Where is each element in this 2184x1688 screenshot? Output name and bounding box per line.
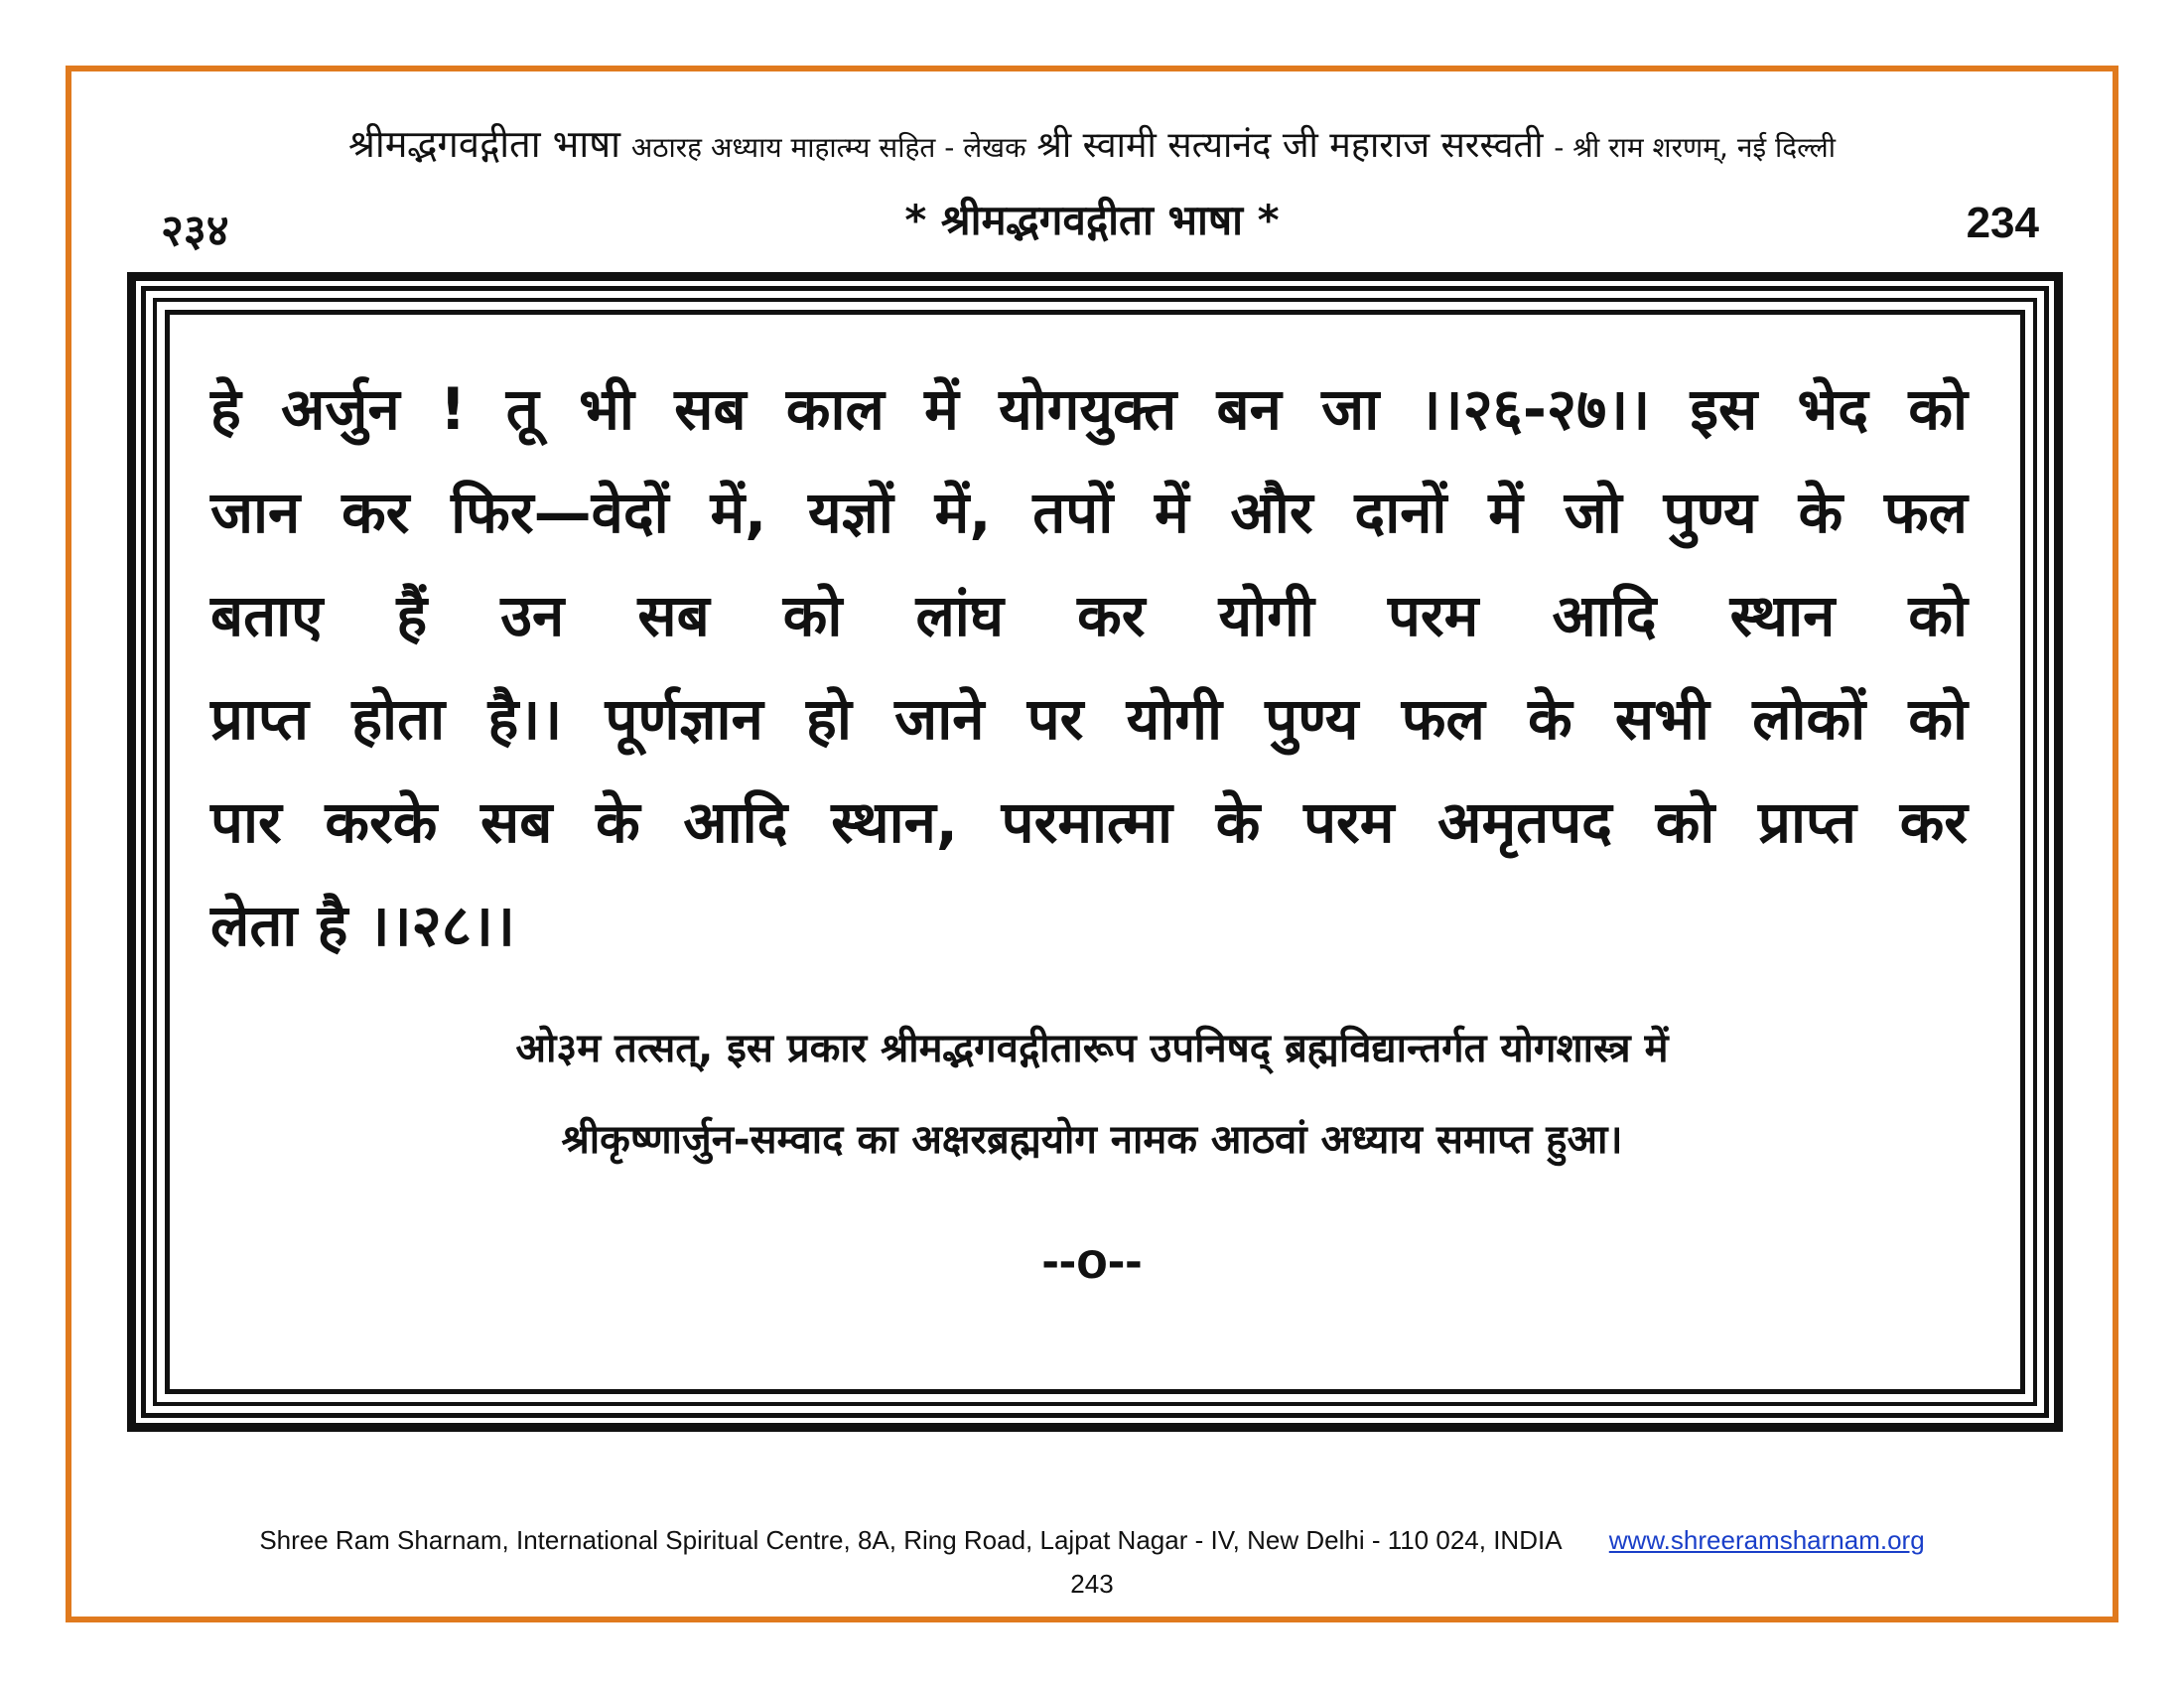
website-link[interactable]: www.shreeramsharnam.org bbox=[1608, 1525, 1925, 1555]
verse-line: लेता है ।।२८।। bbox=[210, 892, 515, 959]
colophon-line: श्रीकृष्णार्जुन-सम्वाद का अक्षरब्रह्मयोग नामक आठवां अध्याय समाप्त हुआ। bbox=[561, 1117, 1623, 1163]
publisher: - श्री राम शरणम्, नई दिल्ली bbox=[1554, 131, 1837, 164]
footer-address: Shree Ram Sharnam, International Spiritual Centre, 8A, Ring Road, Lajpat Nagar - IV, New Delhi - 110 024, INDIA bbox=[259, 1525, 1563, 1555]
page-number-latin: 234 bbox=[1966, 199, 2039, 247]
verse-translation bbox=[210, 357, 1968, 977]
verse-line: पार करके सब के आदि स्थान, परमात्मा के परम अमृतपद को प्राप्त कर bbox=[210, 788, 1968, 856]
book-header bbox=[119, 117, 2065, 169]
book-title: श्रीमद्भगवद्गीता भाषा bbox=[347, 122, 620, 166]
verse-line: प्राप्त होता है।। पूर्णज्ञान हो जाने पर योगी पुण्य फल के सभी लोकों को bbox=[210, 685, 1968, 753]
end-mark: --o-- bbox=[1041, 1232, 1143, 1290]
page-footer bbox=[139, 1525, 2045, 1556]
running-title: * श्रीमद्भगवद्गीता भाषा * bbox=[904, 196, 1280, 244]
book-subtitle: अठारह अध्याय माहात्म्य सहित - लेखक bbox=[630, 131, 1026, 164]
colophon-line: ओ३म तत्सत्, इस प्रकार श्रीमद्भगवद्गीतारूप उपनिषद् ब्रह्मविद्यान्तर्गत योगशास्त्र में bbox=[515, 1026, 1669, 1071]
verse-line: बताए हैं उन सब को लांघ कर योगी परम आदि स्थान को bbox=[210, 582, 1968, 649]
author-name: श्री स्वामी सत्यानंद जी महाराज सरस्वती bbox=[1036, 125, 1544, 166]
verse-line: हे अर्जुन ! तू भी सब काल में योगयुक्त बन जा ।।२६-२७।। इस भेद को bbox=[210, 375, 1968, 443]
pdf-page-number: 243 bbox=[1070, 1569, 1114, 1599]
chapter-colophon bbox=[238, 1003, 1946, 1186]
page-number-devanagari: २३४ bbox=[161, 206, 229, 256]
verse-line: जान कर फिर—वेदों में, यज्ञों में, तपों में और दानों में जो पुण्य के फल bbox=[210, 479, 1968, 546]
